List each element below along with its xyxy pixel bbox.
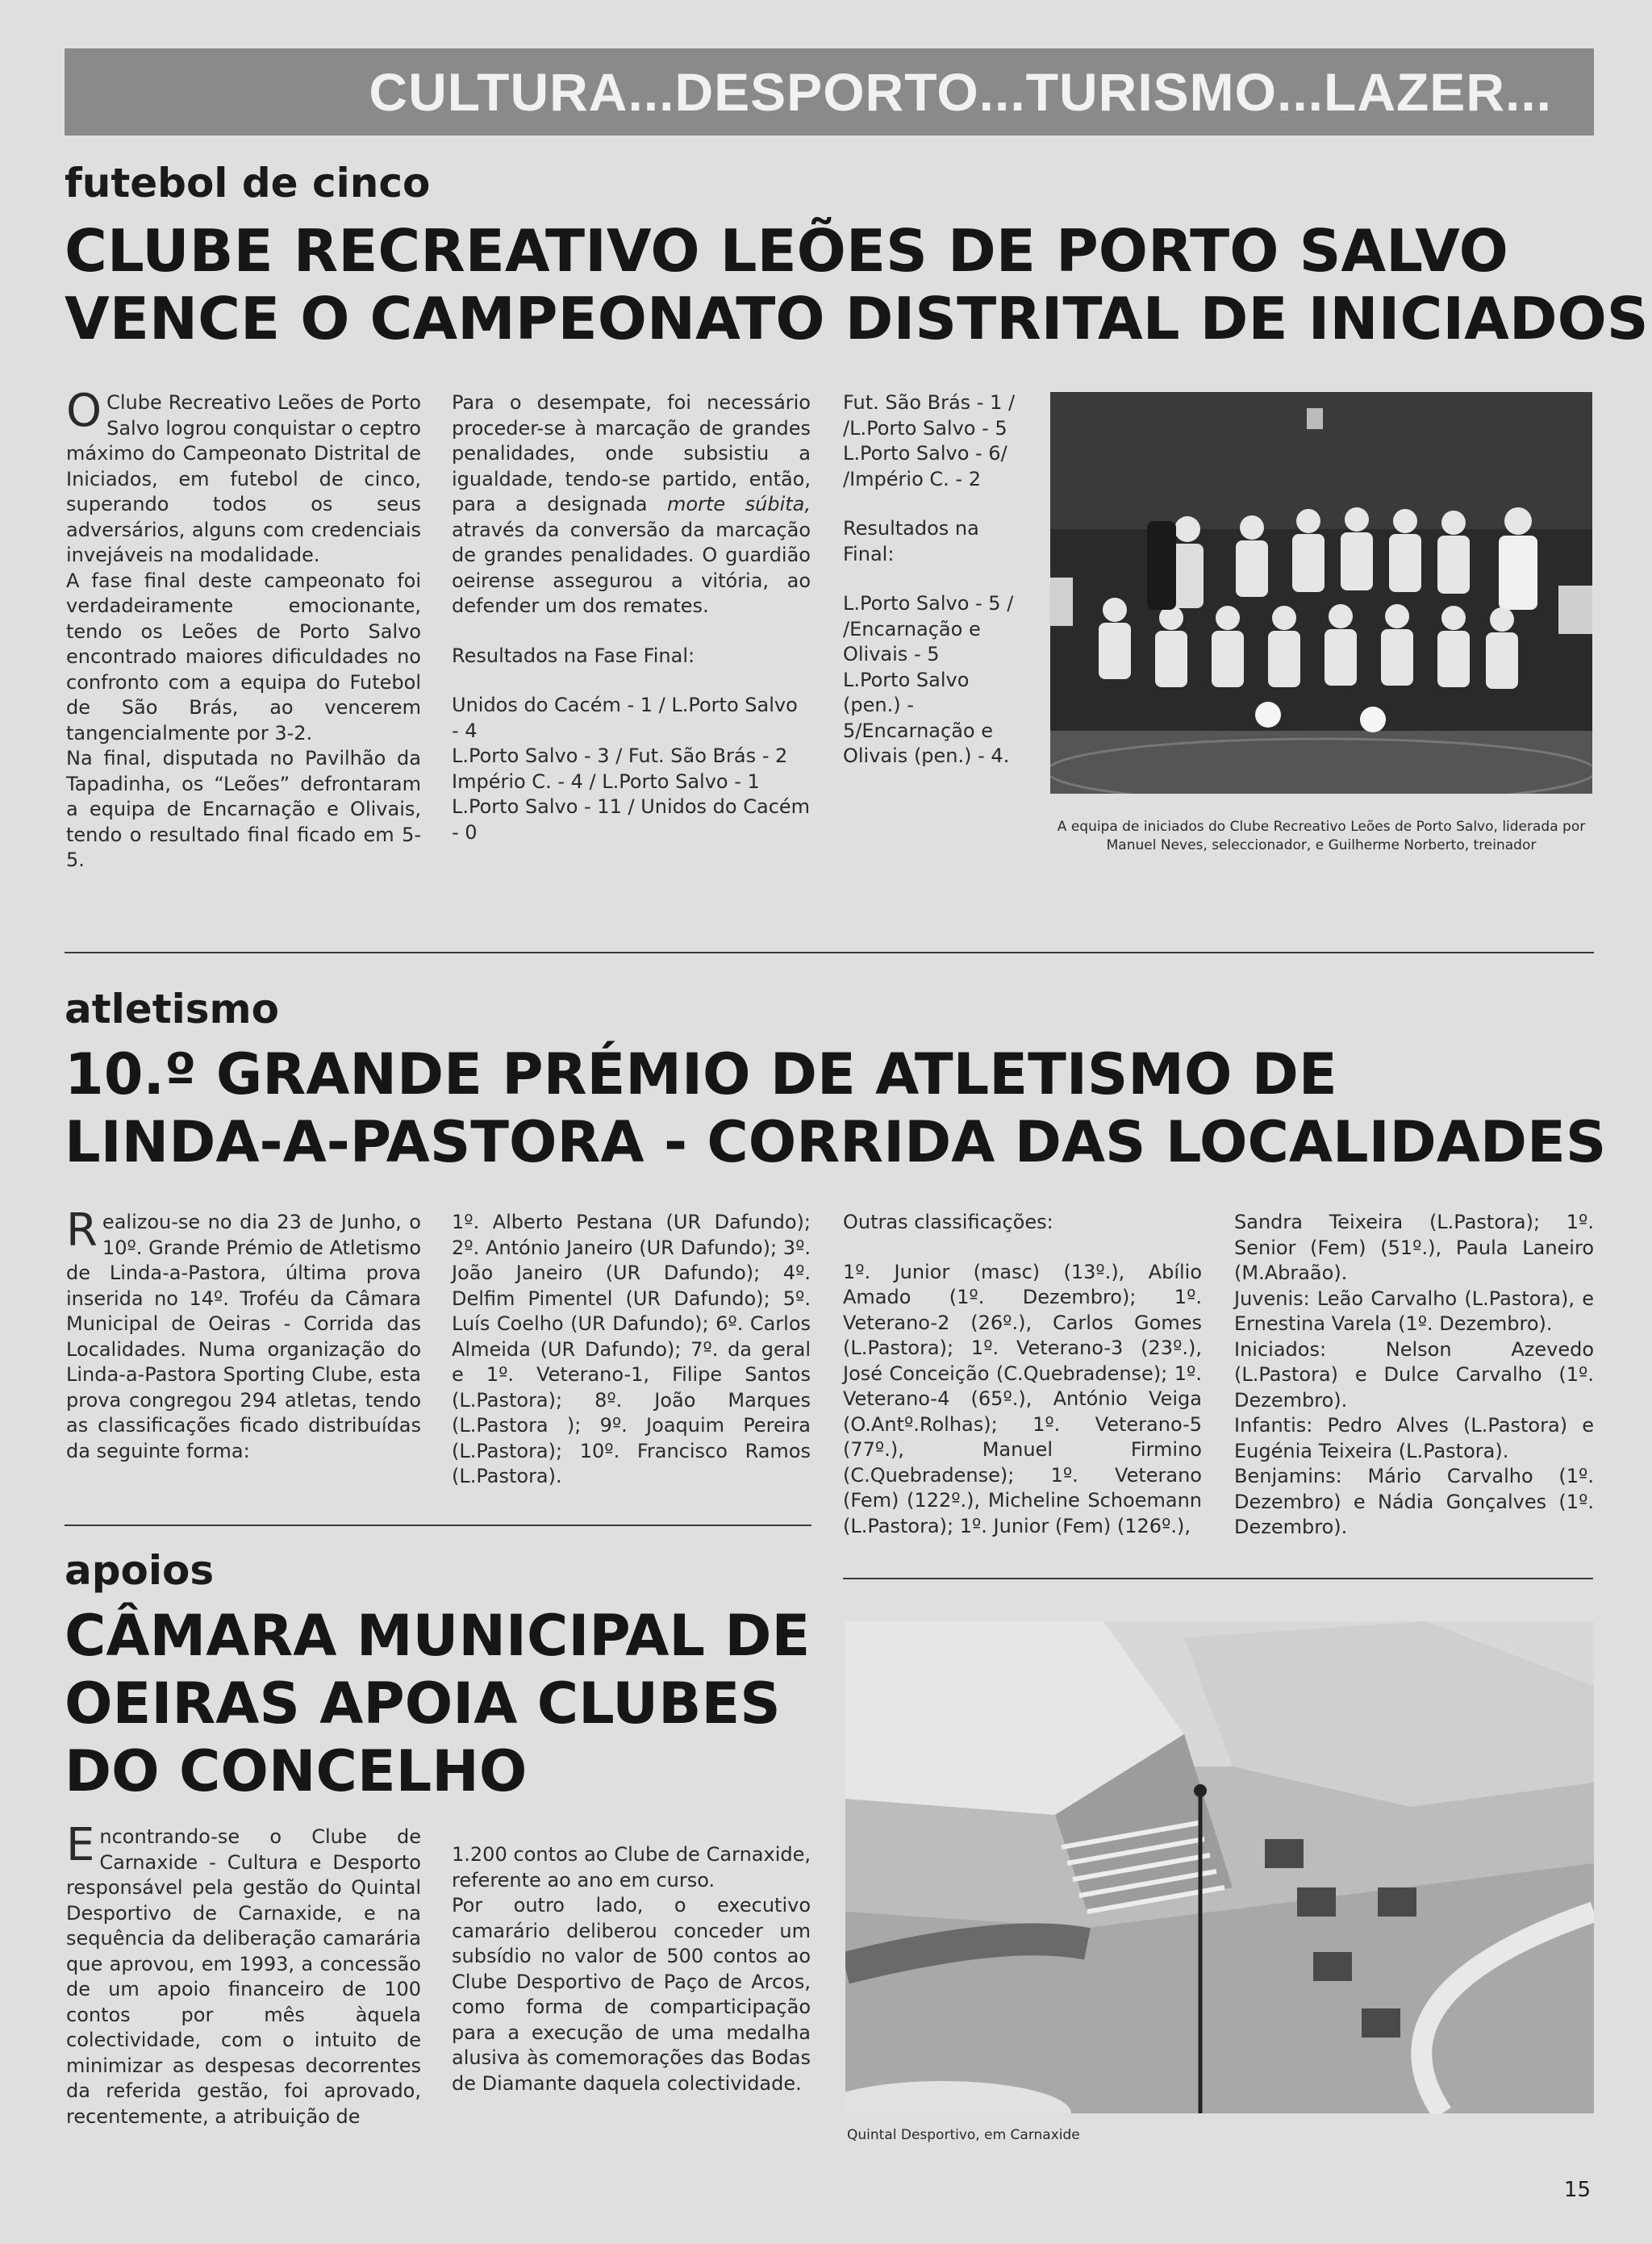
article1-column-1 (66, 385, 421, 874)
section-banner (65, 48, 1594, 136)
section-divider (65, 1525, 811, 1526)
article2-column-2 (452, 1210, 811, 1490)
article2-headline-line2: LINDA-A-PASTORA - CORRIDA DAS LOCALIDADES (65, 1109, 1607, 1175)
section-divider (843, 1578, 1593, 1579)
article1-paragraph-2: A fase final deste campeonato foi verdadeiramente emocionante, tendo os Leões de Porto Salvo encontrado maiores dificuldades no confronto com a equipa do Futebol de São Brás, ao vencerem tangencialmente por 3-2. (66, 569, 421, 745)
article3-headline-line1: CÂMARA MUNICIPAL DE (65, 1603, 811, 1669)
article1-headline-line2: VENCE O CAMPEONATO DISTRITAL DE INICIADOS (65, 285, 1649, 352)
article2-paragraph-1: ealizou-se no dia 23 de Junho, o 10º. Grande Prémio de Atletismo de Linda-a-Pastora, última prova inserida no 14º. Troféu da Câmara Municipal de Oeiras - Corrida das Localidades. Numa organização do Linda-a-Pastora Sporting Clube, esta prova congregou 294 atletas, tendo as classificações ficado distribuídas da seguinte forma: (66, 1211, 421, 1462)
article2-headline-line1: 10.º GRANDE PRÉMIO DE ATLETISMO DE (65, 1041, 1337, 1107)
page-number: 15 (1563, 2178, 1591, 2202)
article1-results-title: Resultados na Fase Final: (452, 644, 695, 667)
team-photo (1050, 392, 1592, 794)
article1-semifinal-results: Fut. São Brás - 1 / /L.Porto Salvo - 5 L.Porto Salvo - 6/ /Império C. - 2 (843, 391, 1016, 490)
article2-column-1 (66, 1204, 421, 1464)
article3-headline-line3: DO CONCELHO (65, 1738, 528, 1804)
article3-paragraph-1: ncontrando-se o Clube de Carnaxide - Cultura e Desporto responsável pela gestão do Quintal Desportivo de Carnaxide, e na sequência da deliberação camarária que aprovou, em 1993, a concessão de um apoio financeiro de 100 contos por mês àquela colectividade, com o intuito de minimizar as despesas decorrentes da referida gestão, foi aprovado, recentemente, a atribuição de (66, 1825, 421, 2128)
article1-column-3 (843, 390, 1028, 770)
dropcap: E (66, 1819, 95, 1871)
article1-final-results: L.Porto Salvo - 5 / /Encarnação e Olivais - 5 L.Porto Salvo (pen.) - 5/Encarnação e Olivais (pen.) - 4. (843, 592, 1014, 767)
article1-headline-line1: CLUBE RECREATIVO LEÕES DE PORTO SALVO (65, 217, 1508, 285)
article3-column-2 (452, 1842, 811, 2096)
article2-other-results: 1º. Junior (masc) (13º.), Abílio Amado (1º. Dezembro); 1º. Veterano-2 (26º.), Carlos Gomes (L.Pastora); 1º. Veterano-3 (23º.), José Conceição (C.Quebradense); 1º. Veterano-4 (65º.), António Veiga (O.Antº.Rolhas); 1º. Veterano-5 (77º.), Manuel Firmino (C.Quebradense); 1º. Veterano (Fem) (122º.), Micheline Schoemann (L.Pastora); 1º. Junior (Fem) (126º.), (843, 1260, 1202, 1537)
article3-paragraph-2: 1.200 contos ao Clube de Carnaxide, referente ao ano em curso. Por outro lado, o executivo camarário deliberou conceder um subsídio no valor de 500 contos ao Clube Desportivo de Paço de Arcos, como forma de comparticipação para a execução de uma medalha alusiva às comemorações das Bodas de Diamante daquela colectividade. (452, 1843, 811, 2095)
article1-paragraph-3: Na final, disputada no Pavilhão da Tapadinha, os “Leões” defrontaram a equipa de Encarnação e Olivais, tendo o resultado final ficado em 5-5. (66, 747, 421, 871)
article1-paragraph-1: Clube Recreativo Leões de Porto Salvo logrou conquistar o ceptro máximo do Campeonato Distrital de Iniciados, em futebol de cinco, superando todos os seus adversários, alguns com credenciais invejáveis na modalidade. (66, 391, 421, 566)
section-banner-text: CULTURA...DESPORTO...TURISMO...LAZER... (369, 62, 1552, 122)
article3-column-1 (66, 1819, 421, 2129)
article2-kicker: atletismo (65, 986, 279, 1032)
article3-kicker: apoios (65, 1547, 215, 1594)
article1-paragraph-4a: Para o desempate, foi necessário proceder-se à marcação de grandes penalidades, onde subsistiu a igualdade, tendo-se partido, então, para a designada (452, 391, 811, 515)
section-divider (65, 952, 1594, 953)
article2-results-general: 1º. Alberto Pestana (UR Dafundo); 2º. António Janeiro (UR Dafundo); 3º. João Janeiro (UR Dafundo); 4º. Delfim Pimentel (UR Dafundo); 5º. Luís Coelho (UR Dafundo); 6º. Carlos Almeida (UR Dafundo); 7º. da geral e 1º. Veterano-1, Filipe Santos (L.Pastora); 8º. João Marques (L.Pastora ); 9º. Joaquim Pereira (L.Pastora); 10º. Francisco Ramos (L.Pastora). (452, 1211, 811, 1487)
article1-paragraph-4b: através da conversão da marcação de grandes penalidades. O guardião oeirense assegurou a vitória, ao defender um dos remates. (452, 518, 811, 617)
article2-category-results: Sandra Teixeira (L.Pastora); 1º. Senior (Fem) (51º.), Paula Laneiro (M.Abraão). Juvenis: Leão Carvalho (L.Pastora), e Ernestina Varela (1º. Dezembro). Iniciados: Nelson Azevedo (L.Pastora) e Dulce Carvalho (1º. Dezembro). Infantis: Pedro Alves (L.Pastora) e Eugénia Teixeira (L.Pastora). Benjamins: Mário Carvalho (1º. Dezembro) e Nádia Gonçalves (1º. Dezembro). (1234, 1211, 1594, 1538)
article1-paragraph-4-emphasis: morte súbita, (667, 493, 811, 515)
article1-final-title: Resultados na Final: (843, 517, 979, 565)
quintal-photo-illustration (845, 1621, 1594, 2113)
article2-other-title: Outras classificações: (843, 1211, 1053, 1233)
dropcap: O (66, 385, 102, 437)
quintal-photo-caption: Quintal Desportivo, em Carnaxide (847, 2127, 1080, 2143)
dropcap: R (66, 1204, 98, 1257)
team-photo-illustration (1050, 392, 1592, 794)
team-photo-caption: A equipa de iniciados do Clube Recreativo Leões de Porto Salvo, liderada por Manuel Neves, seleccionador, e Guilherme Norberto, treinador (1057, 819, 1586, 853)
article2-column-4 (1234, 1210, 1594, 1541)
article1-results-list: Unidos do Cacém - 1 / L.Porto Salvo - 4 L.Porto Salvo - 3 / Fut. São Brás - 2 Império C. - 4 / L.Porto Salvo - 1 L.Porto Salvo - 11 / Unidos do Cacém - 0 (452, 694, 811, 844)
article3-headline-line2: OEIRAS APOIA CLUBES (65, 1670, 781, 1737)
article1-column-2 (452, 390, 811, 845)
quintal-photo (845, 1621, 1594, 2113)
article2-column-3 (843, 1210, 1202, 1539)
article1-kicker: futebol de cinco (65, 160, 431, 206)
